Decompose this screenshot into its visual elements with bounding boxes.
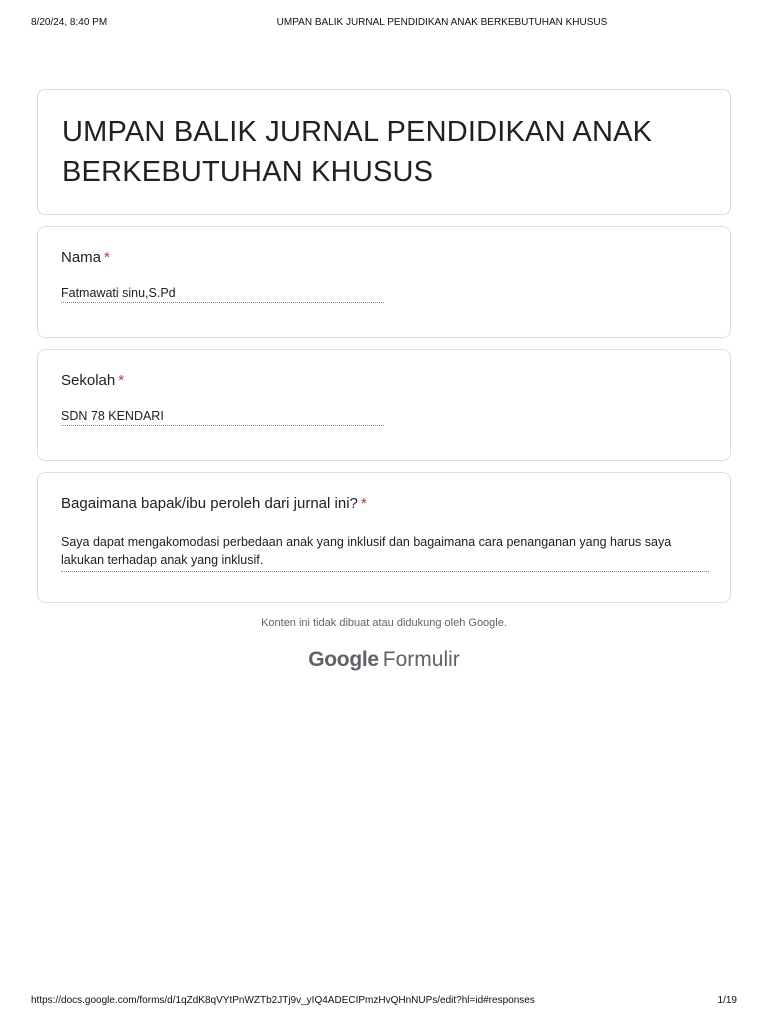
forms-wordmark: Formulir bbox=[382, 648, 460, 671]
form-title: UMPAN BALIK JURNAL PENDIDIKAN ANAK BERKEBUTUHAN KHUSUS bbox=[62, 116, 653, 188]
disclaimer-text: Konten ini tidak dibuat atau didukung oleh Google. bbox=[261, 617, 507, 629]
print-datetime: 8/20/24, 8:40 PM bbox=[31, 17, 108, 28]
answer-field-nama[interactable]: Fatmawati sinu,S.Pd bbox=[61, 286, 384, 303]
form-title-card bbox=[37, 89, 731, 215]
google-forms-logo[interactable] bbox=[0, 648, 768, 672]
print-url: https://docs.google.com/forms/d/1qZdK8qVYtPnWZTb2JTj9v_yIQ4ADECIPmzHvQHnNUPs/edit?hl=id#responses bbox=[31, 995, 535, 1006]
question-card-sekolah bbox=[37, 349, 731, 461]
question-label-text: Bagaimana bapak/ibu peroleh dari jurnal ini? bbox=[61, 495, 358, 512]
question-card-nama bbox=[37, 226, 731, 338]
page-number: 1/19 bbox=[717, 995, 737, 1006]
question-label bbox=[61, 495, 367, 512]
answer-field-perolehan[interactable]: Saya dapat mengakomodasi perbedaan anak yang inklusif dan bagaimana cara penanganan yang harus saya lakukan terhadap anak yang inklusif. bbox=[61, 533, 709, 572]
answer-field-sekolah[interactable]: SDN 78 KENDARI bbox=[61, 409, 384, 426]
question-label bbox=[61, 372, 124, 389]
print-title: UMPAN BALIK JURNAL PENDIDIKAN ANAK BERKEBUTUHAN KHUSUS bbox=[276, 17, 608, 28]
required-marker: * bbox=[104, 249, 110, 266]
question-label-text: Sekolah bbox=[61, 372, 116, 389]
required-marker: * bbox=[118, 372, 125, 389]
print-header bbox=[0, 17, 768, 31]
google-wordmark: Google bbox=[308, 648, 379, 671]
question-label-text: Nama bbox=[61, 249, 102, 266]
question-card-perolehan bbox=[37, 472, 731, 603]
required-marker: * bbox=[360, 495, 367, 512]
question-label bbox=[61, 249, 110, 266]
